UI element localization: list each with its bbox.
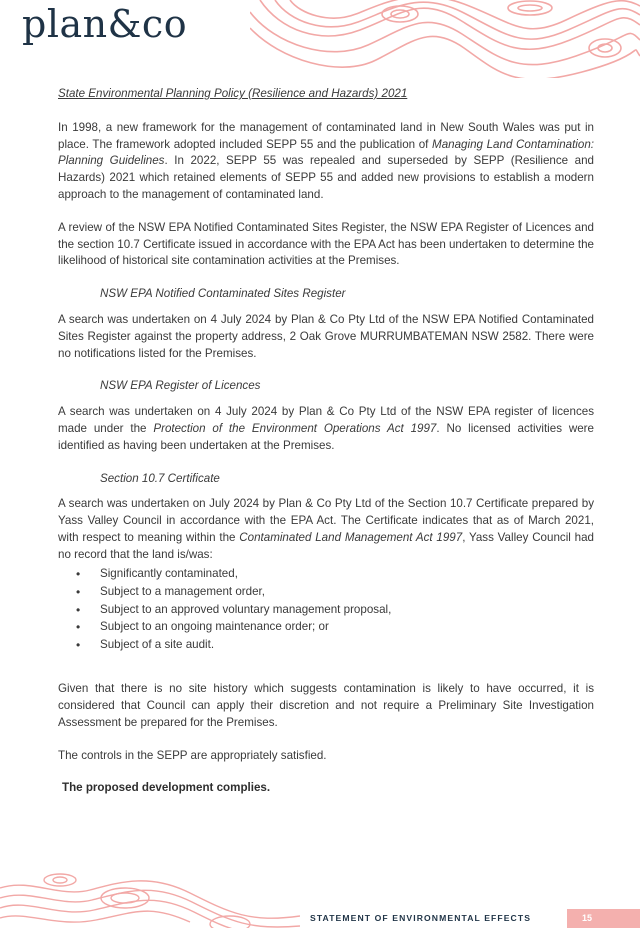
brand-logo: plan&co [22, 2, 188, 46]
paragraph-satisfied: The controls in the SEPP are appropriately satisfied. [58, 748, 327, 762]
list-item: • Subject of a site audit. [58, 637, 594, 654]
subheading-contaminated-sites: NSW EPA Notified Contaminated Sites Register [100, 287, 346, 301]
list-item: • Significantly contaminated, [58, 566, 594, 583]
paragraph-certificate: A search was undertaken on July 2024 by Plan & Co Pty Ltd of the Section 10.7 Certificate prepared by Yass Valley Council in accordance with the EPA Act. The Certificate indicates that as of March 2021, with respect to meaning within the Contaminated Land Management Act 1997, Yass Valley Council had no record that the land is/was: [58, 497, 594, 561]
list-item: • Subject to an ongoing maintenance order; or [58, 619, 594, 636]
main-content [58, 86, 594, 797]
paragraph-licences: A search was undertaken on 4 July 2024 by Plan & Co Pty Ltd of the NSW EPA register of licences made under the Protection of the Environment Operations Act 1997. No licensed activities were identified as having been undertaken at the Premises. [58, 405, 594, 452]
policy-title: State Environmental Planning Policy (Resilience and Hazards) 2021 [58, 87, 408, 100]
footer-title: STATEMENT OF ENVIRONMENTAL EFFECTS [310, 913, 532, 923]
subheading-certificate: Section 10.7 Certificate [100, 471, 220, 485]
subheading-licences: NSW EPA Register of Licences [100, 379, 261, 393]
record-list [58, 566, 594, 655]
paragraph-framework: In 1998, a new framework for the management of contaminated land in New South Wales was put in place. The framework adopted included SEPP 55 and the publication of Managing Land Contamination: Planning Guidelines. In 2022, SEPP 55 was repealed and superseded by SEPP (Resilience and Hazards) 2021 which retained elements of SEPP 55 and added new provisions to establish a modern approach to the management of contaminated land. [58, 120, 595, 201]
page-number: 15 [581, 913, 592, 923]
paragraph-review: A review of the NSW EPA Notified Contaminated Sites Register, the NSW EPA Register of Licences and the section 10.7 Certificate issued in accordance with the EPA Act has been undertaken to determine the likelihood of historical site contamination activities at the Premises. [58, 220, 595, 268]
page-number-badge [567, 909, 640, 928]
paragraph-contaminated-sites: A search was undertaken on 4 July 2024 by Plan & Co Pty Ltd of the NSW EPA Notified Contaminated Sites Register against the property address, 2 Oak Grove MURRUMBATEMAN NSW 2582. There were no notifications listed for the Premises. [58, 312, 594, 360]
complies-statement: The proposed development complies. [62, 781, 271, 795]
list-item: • Subject to a management order, [58, 584, 594, 601]
paragraph-conclusion: Given that there is no site history which suggests contamination is likely to have occurred, it is considered that Council can apply their discretion and not require a Preliminary Site Investigation Assessment be prepared for the Premises. [58, 682, 594, 729]
topographic-pattern-top [250, 0, 640, 78]
topographic-pattern-bottom [0, 868, 300, 928]
list-item: • Subject to an approved voluntary management proposal, [58, 602, 594, 619]
